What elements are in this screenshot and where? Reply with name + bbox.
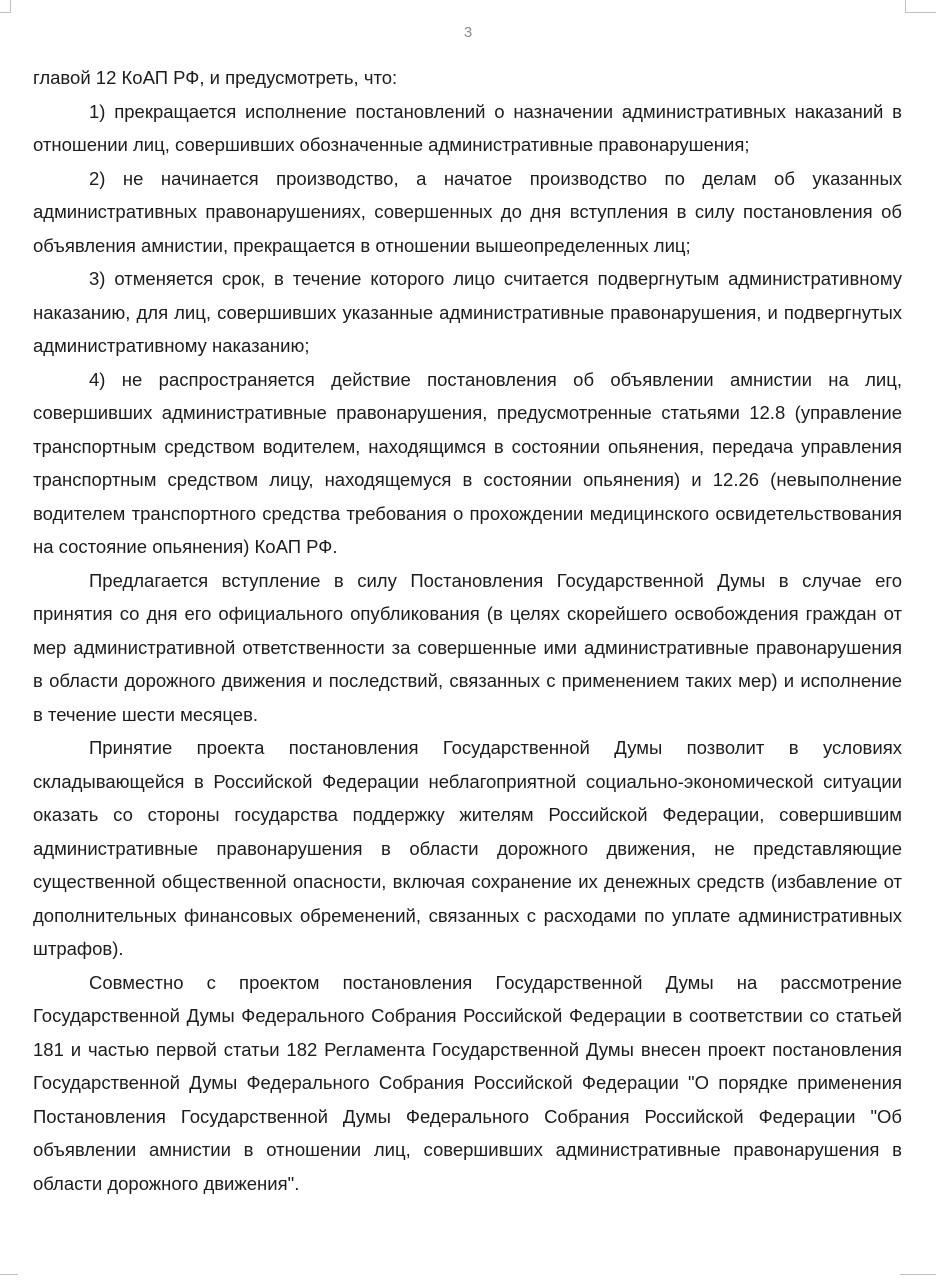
page-number: 3 <box>463 24 473 41</box>
crop-mark-top-right <box>905 12 936 13</box>
crop-mark-top-left <box>0 12 11 13</box>
paragraph: главой 12 КоАП РФ, и предусмотреть, что: <box>33 67 398 88</box>
crop-mark-bottom-right <box>900 1274 936 1275</box>
list-item: 2) не начинается производство, а начатое производство по делам об указанных административных правонарушениях, совершенных до дня вступления в силу постановления об объявления амнистии, прекращается в отношении вышеопределенных лиц; <box>33 167 902 256</box>
paragraph: Предлагается вступление в силу Постановления Государственной Думы в случае его принятия со дня его официального опубликования (в целях скорейшего освобождения граждан от мер административной ответственности за совершенные ими административные правонарушения в области дорожного движения и последствий, связанных с применением таких мер) и исполнение в течение шести месяцев. <box>33 569 902 725</box>
crop-mark-bottom-left <box>0 1274 18 1275</box>
list-item: 1) прекращается исполнение постановлений о назначении административных наказаний в отношении лиц, совершивших обозначенные административные правонарушения; <box>33 100 902 155</box>
document-body <box>33 61 902 1200</box>
paragraph: Принятие проекта постановления Государственной Думы позволит в условиях складывающейся в Российской Федерации неблагоприятной социально-экономической ситуации оказать со стороны государства поддержку жителям Российской Федерации, совершившим административные правонарушения в области дорожного движения, не представляющие существенной общественной опасности, включая сохранение их денежных средств (избавление от дополнительных финансовых обременений, связанных с расходами по уплате административных штрафов). <box>33 737 902 959</box>
list-item: 4) не распространяется действие постановления об объявлении амнистии на лиц, совершивших административные правонарушения, предусмотренные статьями 12.8 (управление транспортным средством водителем, находящимся в состоянии опьянения, передача управления транспортным средством лицу, находящемуся в состоянии опьянения) и 12.26 (невыполнение водителем транспортного средства требования о прохождении медицинского освидетельствования на состояние опьянения) КоАП РФ. <box>33 368 902 557</box>
crop-mark-top-right <box>905 0 906 12</box>
crop-mark-top-left <box>10 0 11 12</box>
paragraph: Совместно с проектом постановления Государственной Думы на рассмотрение Государственной Думы Федерального Собрания Российской Федерации в соответствии со статьей 181 и частью первой статьи 182 Регламента Государственной Думы внесен проект постановления Государственной Думы Федерального Собрания Российской Федерации "О порядке применения Постановления Государственной Думы Федерального Собрания Российской Федерации "Об объявлении амнистии в отношении лиц, совершивших административные правонарушения в области дорожного движения". <box>33 971 902 1194</box>
list-item: 3) отменяется срок, в течение которого лицо считается подвергнутым административному наказанию, для лиц, совершивших указанные административные правонарушения, и подвергнутых административному наказанию; <box>33 268 902 356</box>
